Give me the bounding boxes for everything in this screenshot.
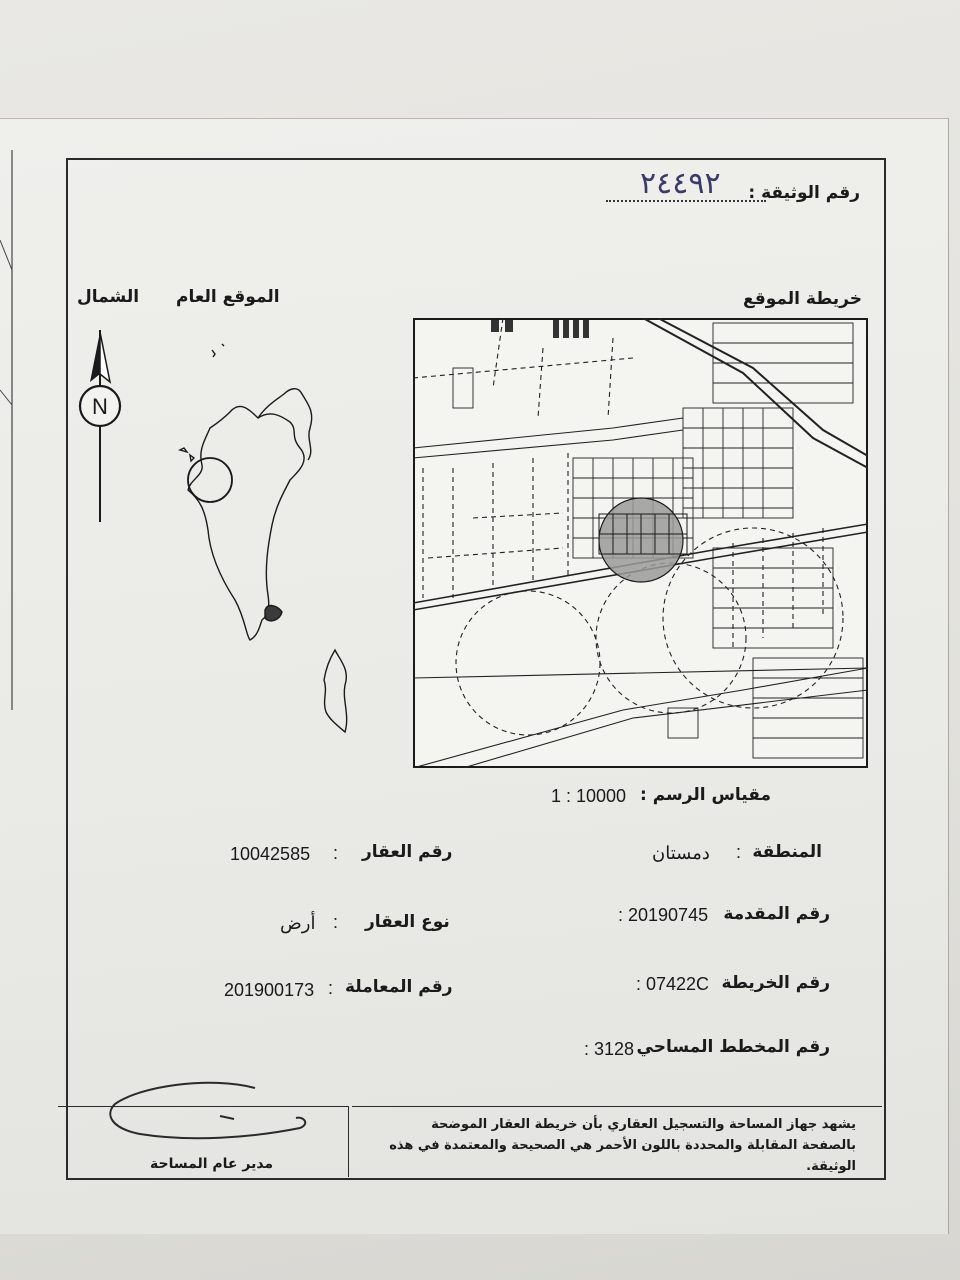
- underlying-page-edge: [0, 150, 20, 710]
- property-type-label: نوع العقار: [365, 912, 450, 932]
- transaction-number-label: رقم المعاملة: [345, 977, 453, 997]
- transaction-number-value: 201900173: [224, 980, 315, 1000]
- application-number-value: : 20190745: [618, 905, 709, 925]
- area-label: المنطقة: [752, 842, 822, 862]
- transaction-number-sep: :: [328, 978, 334, 998]
- doc-number-handwritten: ٢٤٤٩٢: [640, 166, 721, 201]
- site-map-title: خريطة الموقع: [742, 289, 862, 309]
- property-number-sep: :: [333, 843, 339, 863]
- scale-label: مقياس الرسم :: [640, 785, 772, 805]
- certification-text: يشهد جهاز المساحة والتسجيل العقاري بأن خريطة العقار الموضحة بالصفحة المقابلة والمحددة باللون الأحمر هي الصحيحة والمعتمدة في هذه الوثيقة.: [389, 1117, 856, 1174]
- application-number-label: رقم المقدمة: [723, 904, 830, 924]
- signature-image: [100, 1076, 320, 1156]
- area-sep: :: [736, 842, 742, 862]
- property-type-value: أرض: [280, 913, 316, 933]
- survey-plan-number-label: رقم المخطط المساحي: [636, 1037, 830, 1057]
- north-title: الشمال: [77, 287, 140, 307]
- north-arrow-icon: [72, 330, 128, 525]
- property-type-sep: :: [333, 912, 339, 932]
- map-number-value: : 07422C: [636, 974, 710, 994]
- site-map: [413, 318, 868, 768]
- area-value: دمستان: [652, 843, 710, 863]
- survey-plan-number-value: : 3128: [584, 1039, 635, 1059]
- map-number-label: رقم الخريطة: [721, 973, 830, 993]
- signatory-title: مدير عام المساحة: [150, 1156, 274, 1172]
- general-location-map: [150, 340, 380, 750]
- general-location-title: الموقع العام: [176, 287, 280, 307]
- property-number-label: رقم العقار: [362, 842, 453, 862]
- doc-number-label: رقم الوثيقة :: [748, 183, 860, 203]
- property-number-value: 10042585: [230, 844, 311, 864]
- scale-value: 1 : 10000: [551, 786, 627, 806]
- north-letter: N: [92, 394, 108, 419]
